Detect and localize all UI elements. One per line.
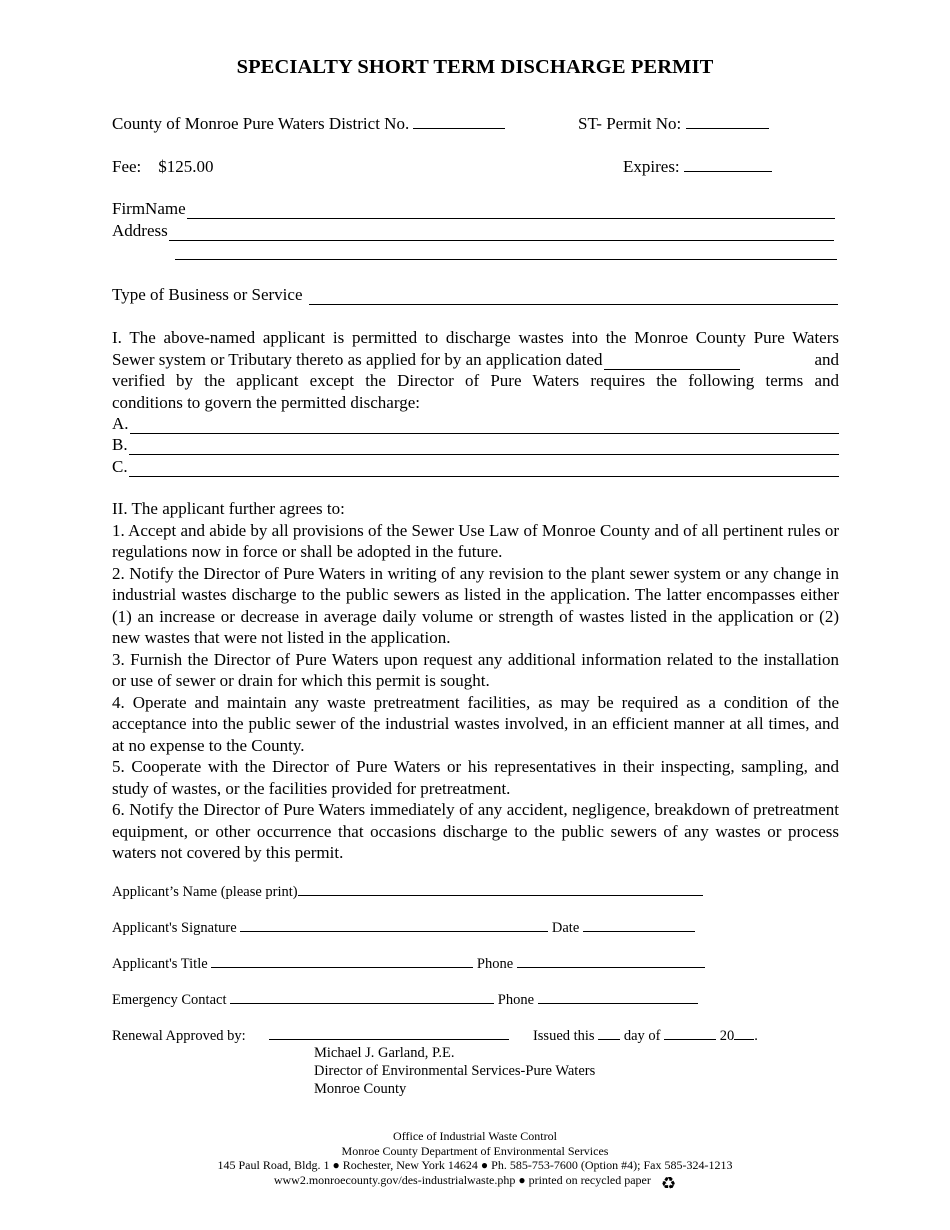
business-type-input[interactable]	[309, 290, 839, 305]
issued-month-input[interactable]	[664, 1027, 716, 1040]
section-1	[112, 327, 839, 413]
fee-label: Fee:	[112, 157, 142, 176]
date-label: Date	[551, 920, 580, 936]
condition-b	[112, 434, 839, 455]
signer-title: Director of Environmental Services-Pure Waters	[314, 1063, 596, 1079]
expires-field	[623, 156, 772, 177]
address-field	[112, 220, 834, 241]
applicant-name-row	[112, 883, 703, 901]
condition-a-label: A.	[112, 414, 129, 433]
agreement-item-3: 3. Furnish the Director of Pure Waters upon request any additional information related to the installation or use of sewer or drain for which this permit is sought.	[112, 649, 839, 690]
applicant-name-label: Applicant’s Name (please print)	[112, 884, 298, 900]
permit-no-label: ST- Permit No:	[578, 114, 682, 133]
district-number-input[interactable]	[413, 114, 505, 129]
business-type-field	[112, 284, 838, 305]
renewal-row	[112, 1027, 758, 1045]
address-input-line1[interactable]	[169, 226, 834, 241]
footer-address: 145 Paul Road, Bldg. 1 ● Rochester, New York 14624 ● Ph. 585-753-7600 (Option #4); Fax 585-324-1213	[217, 1158, 733, 1172]
footer-website-row	[0, 1173, 950, 1192]
issued-day-input[interactable]	[598, 1027, 620, 1040]
permit-no-field	[578, 113, 769, 134]
agreement-item-5: 5. Cooperate with the Director of Pure Waters or his representatives in their inspecting, sampling, and study of wastes, or the facilities provided for pretreatment.	[112, 757, 839, 798]
applicant-title-label: Applicant's Title	[112, 956, 208, 972]
condition-a-input[interactable]	[130, 419, 839, 434]
condition-a	[112, 413, 839, 434]
applicant-title-input[interactable]	[211, 955, 473, 968]
applicant-phone-input[interactable]	[517, 955, 705, 968]
renewal-signature-input[interactable]	[269, 1027, 509, 1040]
period: .	[754, 1028, 758, 1044]
applicant-title-row	[112, 955, 705, 973]
section-2-heading: II. The applicant further agrees to:	[112, 499, 345, 518]
condition-c	[112, 456, 839, 477]
issued-this-label: Issued this	[532, 1028, 595, 1044]
year-prefix: 20	[719, 1028, 735, 1044]
emergency-phone-label: Phone	[497, 992, 534, 1008]
address-input-line2[interactable]	[175, 245, 837, 260]
application-date-input[interactable]	[604, 355, 740, 370]
applicant-signature-input[interactable]	[240, 919, 548, 932]
footer	[0, 1129, 950, 1194]
condition-c-label: C.	[112, 457, 128, 476]
page-title: SPECIALTY SHORT TERM DISCHARGE PERMIT	[236, 56, 714, 78]
emergency-contact-row	[112, 991, 698, 1009]
footer-website: www2.monroecounty.gov/des-industrialwaste.php ● printed on recycled paper	[273, 1172, 651, 1187]
emergency-contact-input[interactable]	[230, 991, 494, 1004]
agreement-item-4: 4. Operate and maintain any waste pretreatment facilities, as may be required as a condition of the acceptance into the public sewer of the industrial wastes involved, in an efficient manner at all times, and at no expense to the County.	[112, 692, 839, 755]
section-1-line-1: I. The above-named applicant is permitted to discharge wastes into the Monroe County Pure Waters	[112, 328, 839, 347]
section-1-line-3: verified by the applicant except the Director of Pure Waters requires the following terms and	[112, 371, 839, 390]
section-1-line-2-text: Sewer system or Tributary thereto as applied for by an application dated	[112, 349, 603, 369]
footer-department: Monroe County Department of Environmental Services	[341, 1143, 609, 1158]
firm-name-field	[112, 198, 835, 219]
firm-name-label: FirmName	[112, 199, 186, 218]
agreement-item-6: 6. Notify the Director of Pure Waters immediately of any accident, negligence, breakdown of pretreatment equipment, or other occurrence that occasions discharge to the public sewers of any wastes or process waters not covered by this permit.	[112, 800, 839, 862]
emergency-contact-label: Emergency Contact	[112, 992, 227, 1008]
applicant-signature-label: Applicant's Signature	[112, 920, 237, 936]
address-label: Address	[112, 221, 168, 240]
agreement-item-2: 2. Notify the Director of Pure Waters in writing of any revision to the plant sewer system or any change in industrial wastes discharge to the public sewers as listed in the application. The latter encompasses either (1) an increase or decrease in average daily volume or strength of wastes listed in the application or (2) new wastes that were not listed in the application.	[112, 563, 839, 647]
condition-c-input[interactable]	[129, 462, 839, 477]
district-label: County of Monroe Pure Waters District No.	[112, 114, 410, 133]
date-input[interactable]	[583, 919, 695, 932]
expires-label: Expires:	[623, 157, 680, 176]
phone-label: Phone	[476, 956, 514, 972]
section-1-line-2	[112, 349, 839, 371]
emergency-phone-input[interactable]	[538, 991, 698, 1004]
footer-office: Office of Industrial Waste Control	[393, 1129, 557, 1143]
condition-b-label: B.	[112, 435, 128, 454]
fee-field	[112, 156, 214, 177]
condition-b-input[interactable]	[129, 440, 839, 455]
section-1-line-4: conditions to govern the permitted discharge:	[112, 392, 420, 412]
recycle-icon: ♻	[660, 1173, 677, 1194]
signer-name: Michael J. Garland, P.E.	[314, 1045, 455, 1061]
expires-input[interactable]	[684, 157, 772, 172]
day-of-label: day of	[623, 1028, 661, 1044]
business-type-label: Type of Business or Service	[112, 285, 303, 304]
issued-year-input[interactable]	[734, 1027, 754, 1040]
applicant-signature-row	[112, 919, 695, 937]
district-field	[112, 113, 505, 134]
applicant-name-input[interactable]	[298, 883, 703, 896]
permit-no-input[interactable]	[686, 114, 769, 129]
agreement-item-1: 1. Accept and abide by all provisions of the Sewer Use Law of Monroe County and of all pertinent rules or regulations now in force or shall be adopted in the future.	[112, 520, 839, 561]
firm-name-input[interactable]	[187, 204, 835, 219]
renewal-label: Renewal Approved by:	[112, 1028, 246, 1044]
section-2	[112, 498, 839, 864]
section-1-line-2-end: and	[814, 349, 839, 369]
signer-org: Monroe County	[314, 1081, 407, 1097]
fee-value: $125.00	[158, 157, 214, 176]
